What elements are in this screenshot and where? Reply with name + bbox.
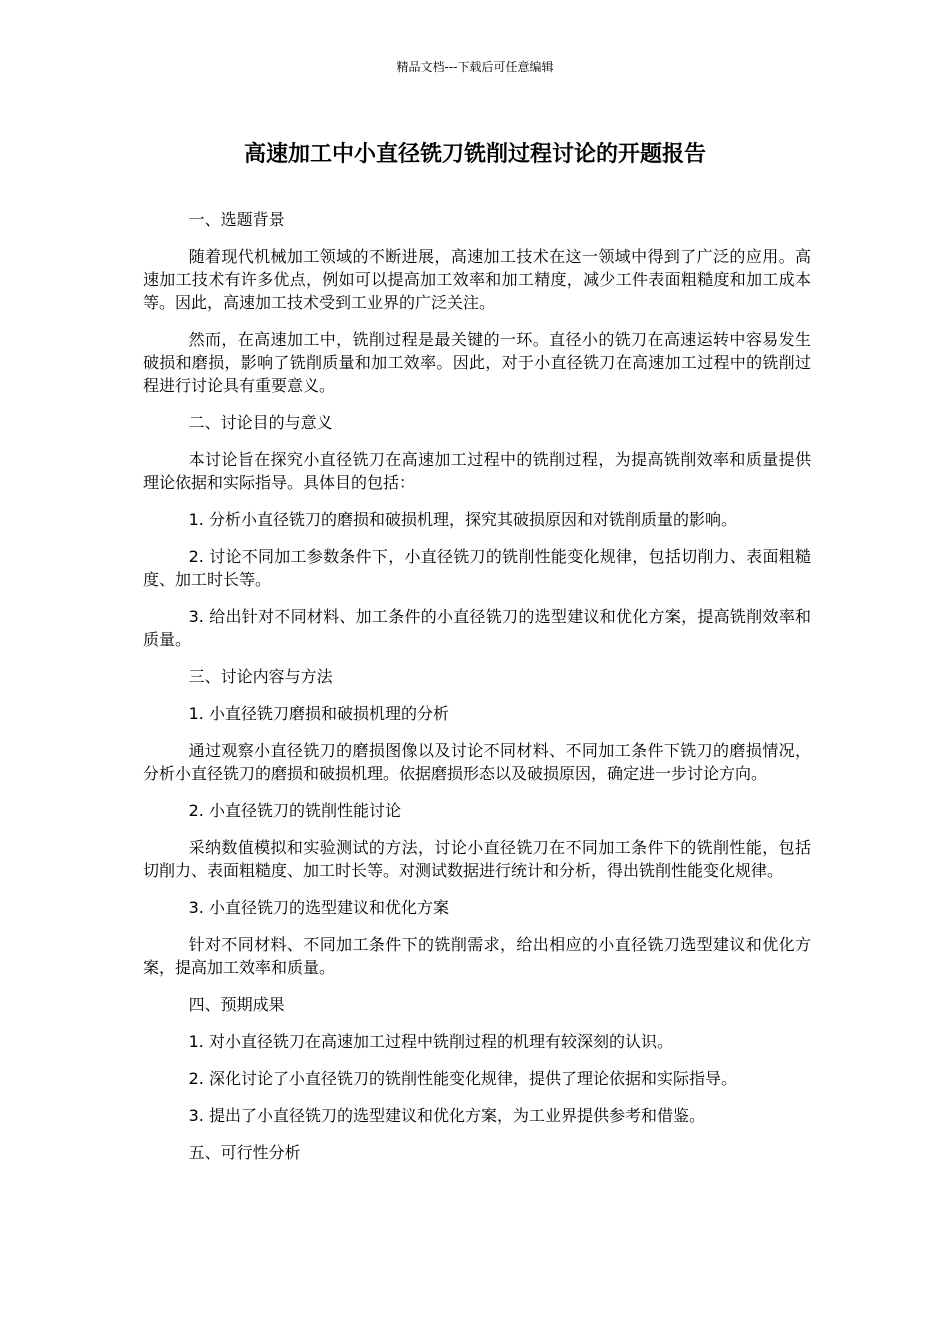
- subsection-heading: 2. 小直径铣刀的铣削性能讨论: [188, 801, 401, 820]
- document-title: 高速加工中小直径铣刀铣削过程讨论的开题报告: [243, 142, 706, 167]
- paragraph: 本讨论旨在探究小直径铣刀在高速加工过程中的铣削过程，为提高铣削效率和质量提供理论依据和实际指导。具体目的包括：: [143, 450, 811, 492]
- subsection-heading: 3. 小直径铣刀的选型建议和优化方案: [188, 898, 449, 917]
- list-item: 2. 讨论不同加工参数条件下，小直径铣刀的铣削性能变化规律，包括切削力、表面粗糙度、加工时长等。: [143, 547, 811, 589]
- section-heading-background: 一、选题背景: [188, 210, 285, 229]
- document-body: [143, 208, 811, 1178]
- section-heading-purpose: 二、讨论目的与意义: [188, 413, 333, 432]
- subsection-heading: 1. 小直径铣刀磨损和破损机理的分析: [188, 704, 449, 723]
- paragraph: 随着现代机械加工领域的不断进展，高速加工技术在这一领域中得到了广泛的应用。高速加工技术有许多优点，例如可以提高加工效率和加工精度，减少工件表面粗糙度和加工成本等。因此，高速加工技术受到工业界的广泛关注。: [143, 247, 811, 312]
- section-heading-feasibility: 五、可行性分析: [188, 1143, 301, 1162]
- list-item: 1. 分析小直径铣刀的磨损和破损机理，探究其破损原因和对铣削质量的影响。: [188, 510, 737, 529]
- list-item: 2. 深化讨论了小直径铣刀的铣削性能变化规律，提供了理论依据和实际指导。: [188, 1069, 737, 1088]
- section-heading-expected-results: 四、预期成果: [188, 995, 285, 1014]
- list-item: 3. 给出针对不同材料、加工条件的小直径铣刀的选型建议和优化方案，提高铣削效率和质量。: [143, 607, 811, 649]
- paragraph: 采纳数值模拟和实验测试的方法，讨论小直径铣刀在不同加工条件下的铣削性能，包括切削力、表面粗糙度、加工时长等。对测试数据进行统计和分析，得出铣削性能变化规律。: [143, 838, 811, 880]
- list-item: 3. 提出了小直径铣刀的选型建议和优化方案，为工业界提供参考和借鉴。: [188, 1106, 705, 1125]
- paragraph: 针对不同材料、不同加工条件下的铣削需求，给出相应的小直径铣刀选型建议和优化方案，提高加工效率和质量。: [143, 935, 811, 977]
- list-item: 1. 对小直径铣刀在高速加工过程中铣削过程的机理有较深刻的认识。: [188, 1032, 673, 1051]
- section-heading-content-method: 三、讨论内容与方法: [188, 667, 333, 686]
- paragraph: 然而，在高速加工中，铣削过程是最关键的一环。直径小的铣刀在高速运转中容易发生破损和磨损，影响了铣削质量和加工效率。因此，对于小直径铣刀在高速加工过程中的铣削过程进行讨论具有重要意义。: [143, 330, 811, 395]
- page-header-note: 精品文档---下载后可任意编辑: [396, 60, 554, 74]
- paragraph: 通过观察小直径铣刀的磨损图像以及讨论不同材料、不同加工条件下铣刀的磨损情况，分析小直径铣刀的磨损和破损机理。依据磨损形态以及破损原因，确定进一步讨论方向。: [143, 741, 811, 783]
